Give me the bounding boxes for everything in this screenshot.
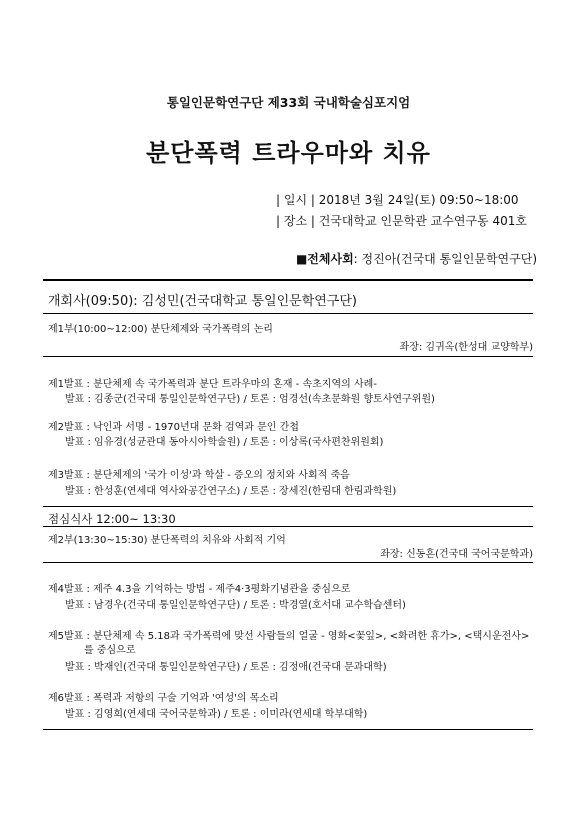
talk3-title: 제3발표 : 분단체제의 '국가 이성'과 학살 - 증오의 정치와 사회적 죽음	[48, 470, 350, 481]
talk2-presenter: 발표 : 임유경(성균관대 동아시아학술원) / 토론 : 이상록(국사편찬위원회)	[65, 437, 384, 448]
session1-title: 제1부(10:00~12:00) 분단체제와 국가폭력의 논리	[48, 324, 273, 335]
session2-chair: 좌장: 신동흔(건국대 국어국문학과)	[380, 549, 533, 560]
divider	[43, 506, 533, 507]
session1-chair: 좌장: 김귀옥(한성대 교양학부)	[399, 342, 533, 353]
place-line: | 장소 | 건국대학교 인문학관 교수연구동 401호	[276, 214, 527, 228]
page-title: 분단폭력 트라우마와 치유	[146, 139, 431, 167]
talk4-title: 제4발표 : 제주 4.3을 기억하는 방법 - 제주4·3평화기념관을 중심으로	[48, 584, 351, 595]
divider	[43, 562, 533, 563]
talk6-title: 제6발표 : 폭력과 저항의 구술 기억과 '여성'의 목소리	[48, 693, 279, 704]
divider	[43, 356, 533, 357]
divider	[43, 279, 533, 281]
divider	[43, 526, 533, 527]
talk4-presenter: 발표 : 남경우(건국대 통일인문학연구단) / 토론 : 박경열(호서대 교수학습센터)	[65, 600, 406, 611]
talk1-title: 제1발표 : 분단체제 속 국가폭력과 분단 트라우마의 혼재 - 속초지역의 사례-	[48, 379, 377, 390]
talk5-presenter: 발표 : 박재인(건국대 통일인문학연구단) / 토론 : 김정애(건국대 문과대학)	[65, 662, 387, 673]
opening-line: 개회사(09:50): 김성민(건국대학교 통일인문학연구단)	[48, 294, 357, 309]
talk5-title: 제5발표 : 분단체제 속 5.18과 국가폭력에 맞선 사람들의 얼굴 - 영화<꽃잎>, <화려한 휴가>, <택시운전사>	[48, 631, 530, 642]
talk2-title: 제2발표 : 낙인과 서명 - 1970년대 문화 검역과 문인 간첩	[48, 422, 299, 433]
divider	[43, 729, 533, 730]
session2-title: 제2부(13:30~15:30) 분단폭력의 치유와 사회적 기억	[48, 535, 286, 546]
host-value: : 정진아(건국대 통일인문학연구단)	[353, 252, 537, 266]
divider	[43, 313, 533, 314]
organizer-line: 통일인문학연구단 제33회 국내학술심포지엄	[166, 95, 411, 110]
talk1-presenter: 발표 : 김종군(건국대 통일인문학연구단) / 토론 : 엄경선(속초문화원 향토사연구위원)	[65, 394, 435, 405]
date-line: | 일시 | 2018년 3월 24일(토) 09:50~18:00	[276, 193, 519, 207]
talk6-presenter: 발표 : 김영희(연세대 국어국문학과) / 토론 : 이미라(연세대 학부대학)	[65, 709, 368, 720]
host-line	[296, 250, 537, 267]
lunch-line: 점심식사 12:00~ 13:30	[48, 512, 176, 526]
talk5-title-cont: 를 중심으로	[84, 645, 136, 656]
host-label: ■전체사회	[295, 252, 354, 266]
talk3-presenter: 발표 : 한성훈(연세대 역사와공간연구소) / 토론 : 장세진(한림대 한림과학원)	[65, 486, 397, 497]
